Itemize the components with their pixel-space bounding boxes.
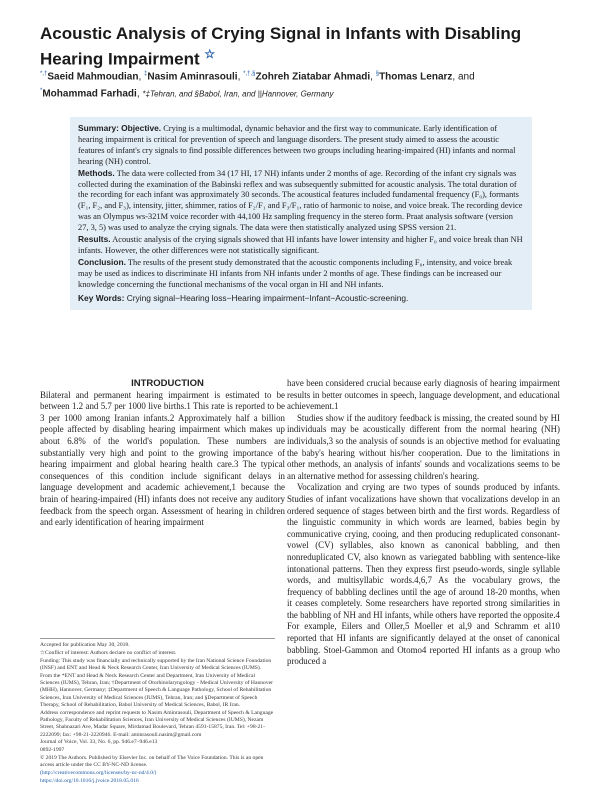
affiliations: *‡Tehran, and §Babol, Iran, and ||Hannover, Germany xyxy=(142,89,334,99)
author-name: Nasim Aminrasouli xyxy=(147,71,238,83)
abstract-box xyxy=(70,117,532,310)
footnote-issn: 0892-1997 xyxy=(40,747,65,754)
abstract-conclusion: Conclusion. The results of the present study demonstrated that the acoustic components including F₀, intensity, and voice break may be used as indices to discriminate HI infants from NH infants under 2 months of age. These findings can be increased our knowledge concerning the functional mechanisms of the vocal organ in HI and NH infants. xyxy=(78,256,513,289)
abstract-results: Results. Acoustic analysis of the crying signals showed that HI infants have lower intensity and higher F₀ and voice break than NH infants. However, the other differences were not statistically significant. xyxy=(78,234,523,255)
doi-link[interactable]: https://doi.org/10.1016/j.jvoice.2018.05.016 xyxy=(40,777,139,784)
paper-title xyxy=(40,24,560,70)
abstract-keywords: Key Words: Crying signal−Hearing loss−Hearing impairment−Infant−Acoustic-screening. xyxy=(78,292,409,303)
abstract-methods: Methods. The data were collected from 34 (17 HI, 17 NH) infants under 2 months of age. Recording of the infant cry signals was collected during the examination of the Babinski reflex and was subsequently submitted for acoustic analysis. The total duration of the recording for each infant was approximately 30 seconds. The acoustical features included fundamental frequency (F₀), formants (F₁, F₂, and F₃), intensity, jitter, shimmer, ratios of F₂/F₁ and F₃/F₁, ratio of harmonic to noise, and voice break. The recording device was an Olympus ws-321M voice recorder with 44,100 Hz sampling frequency in the stereo form. Praat analysis software (version 27, 3, 5) was used to analyze the crying signals. The data were then statistically analyzed using SPSS version 21. xyxy=(78,167,523,233)
author-list xyxy=(40,67,560,102)
paragraph: Studies show if the auditory feedback is missing, the created sound by HI individuals may be acoustically different from the normal hearing (NH) individuals,3 so the analysis of sounds is an objective method for evaluating the baby's hearing without his/her cooperation. Due to the limitations in other methods, an analysis of infants' sounds and vocalizations seems to be an alternative method for assessing children's hearing. xyxy=(287,412,560,481)
left-column xyxy=(40,378,285,529)
abstract-objective: Summary: Objective. Crying is a multimodal, dynamic behavior and the first way to communicate. Early identification of hearing impairment is critical for prevention of speech and language disorders. The present study aimed to assess the acoustic features of infant's cry signals to find possible differences between two groups including hearing-impaired (HI) infants and normal hearing (NH) control. xyxy=(78,123,516,166)
license-link[interactable]: (http://creativecommons.org/licenses/by-nc-nd/4.0/) xyxy=(40,770,157,777)
title-star-icon: ☆ xyxy=(204,47,216,61)
paragraph: Vocalization and crying are two types of sounds produced by infants. Studies of infant vocalizations have shown that vocalizations develop in an ordered sequence of stages between birth and the first words. Regardless of the linguistic community in which words are learned, babies begin by communicative crying, cooing, and then producing reduplicated consonant-vowel (CV) syllables, also known as canonical babbling, and then nonreduplicated CV, also known as variegated babbling with sentence-like intonational patterns. Then they express first pseudo-words, single syllable words, and multisyllabic words.4,6,7 As the vocabulary grows, the frequency of babbling declines until the age of around 18-20 months, when it ceases completely. Some researchers have reported strong similarities in the babbling of NH and HI infants, while others have reported the opposite.4 For example, Eilers and Oller,5 Moeller et al,9 and Schramm et al10 reported that HI infants are significantly delayed at the onset of canonical babbling. Stoel-Gammon and Otomo4 reported HI infants as a group who produced a xyxy=(287,482,560,667)
footnotes xyxy=(40,638,275,786)
author-name: Zohreh Ziatabar Ahmadi xyxy=(255,71,371,83)
paper-title-text: Acoustic Analysis of Crying Signal in Infants with Disabling Hearing Impairment xyxy=(40,24,522,69)
footnote-journal: Journal of Voice, Vol. 33, No. 6, pp. 946.e7–946.e13 xyxy=(40,739,158,746)
author-line-1: *,†Saeid Mahmoudian, ‡Nasim Aminrasouli, *,†,§Zohreh Ziatabar Ahmadi, §Thomas Lenarz, and xyxy=(40,71,475,83)
author-name: Mohammad Farhadi xyxy=(42,88,137,100)
author-line-2: *Mohammad Farhadi, *‡Tehran, and §Babol, Iran, and ||Hannover, Germany xyxy=(40,88,334,100)
right-column xyxy=(287,378,560,668)
footnote-copyright: © 2019 The Authors. Published by Elsevier Inc. on behalf of The Voice Foundation. This is an open access article under the CC BY-NC-ND license. xyxy=(40,754,264,769)
paragraph: Bilateral and permanent hearing impairment is estimated to be between 1.2 and 5.7 per 1000 live births.1 This rate is reported to be 3 per 1000 among Iranian infants.2 Approximately half a billion people affected by disabling hearing impairment which makes up about 6.8% of the world's population. These numbers are substantially very high and point to the growing importance of hearing impairment and global hearing health care.3 The typical consequences of this condition include significant delays in language development and academic achievement,1 because the brain of hearing-impaired (HI) infants does not receive any auditory feedback from the speech organ. Assessment of hearing in children and early identification of hearing impairment xyxy=(40,389,285,528)
author-name: Thomas Lenarz xyxy=(379,71,453,83)
footnote-accepted: Accepted for publication May 30, 2018. xyxy=(40,642,130,648)
footnote-conflict: ☆Conflict of interest: Authors declare no conflict of interest. xyxy=(40,649,177,656)
paragraph: have been considered crucial because early diagnosis of hearing impairment results in better outcomes in speech, language development, and educational achievement.1 xyxy=(287,378,560,412)
footnote-affiliations: From the *ENT and Head & Neck Research Center and Department, Iran University of Medical Sciences (IUMS), Tehran, Iran; †Department of Otorhinolaryngology - Medical University of Hannover (MHH), Hannover, Germany; ‡Department of Speech & Language Pathology, School of Rehabilitation Sciences, Iran University of Medical Sciences (IUMS), Tehran, Iran; and §Department of Speech Therapy, School of Rehabilitation, Babol University of Medical Sciences, Babol, IR Iran. xyxy=(40,672,273,708)
footnote-address: Address correspondence and reprint requests to Nasim Aminrasouli, Department of Speech & Language Pathology, Faculty of Rehabilitation Sciences, Iran University of Medical Sciences (IUMS), Nezam Street, Shahnazari Ave, Madar Square, Mirdamad Boulevard, Tehran 4591-15875, Iran. Tel: +98-21-2222099; fax: +98-21-2220946. E-mail: aminrasouli.nasim@gmail.com xyxy=(40,709,274,738)
section-heading-introduction: INTRODUCTION xyxy=(131,378,204,389)
footnote-funding: Funding: This study was financially and technically supported by the Iran National Science Foundation (INSF) and ENT and Head & Neck Research Center, Iran University of Medical Sciences (IUMS). xyxy=(40,657,272,671)
author-name: Saeid Mahmoudian xyxy=(47,71,139,83)
